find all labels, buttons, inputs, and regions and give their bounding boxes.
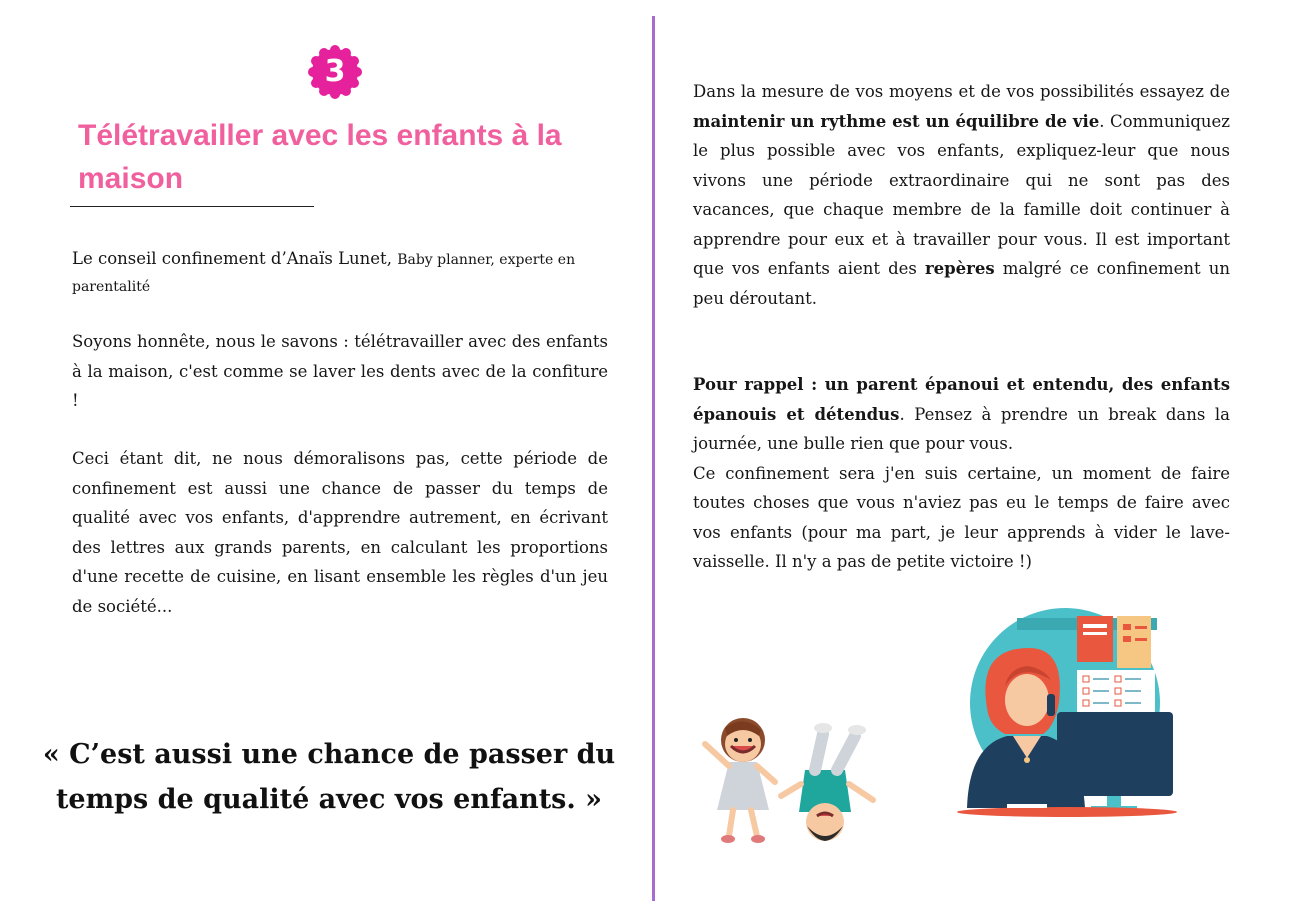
reminder-emphasis: Pour rappel : un parent épanoui et entendu, des enfants épanouis et détendus: [693, 375, 1230, 424]
pull-quote: « C’est aussi une chance de passer du temps de qualité avec vos enfants. »: [42, 739, 616, 815]
body-paragraph: Ceci étant dit, ne nous démoralisons pas, cette période de confinement est aussi une chance de passer du temps de qualité avec vos enfants, d'apprendre autrement, en écrivant des lettres aux grands parents, en calculant les proportions d'une recette de cuisine, en lisant ensemble les règles d'un jeu de société...: [72, 449, 608, 616]
illustration-woman-phone-computer-icon: [947, 608, 1187, 818]
byline-lead: Le conseil confinement d’Anaïs Lunet,: [72, 249, 398, 268]
reminder-text-c: Ce confinement sera j'en suis certaine, un moment de faire toutes choses que vous n'aviez pas eu le temps de faire avec vos enfants (pour ma part, je leur apprends à vider le lave-vaisselle. Il n'y a pas de petite victoire !): [693, 463, 1230, 571]
intro-paragraph: Soyons honnête, nous le savons : télétravailler avec des enfants à la maison, c'est comme se laver les dents avec de la confiture !: [72, 332, 608, 410]
section-title: Télétravailler avec les enfants à la maison: [78, 119, 562, 195]
reminder-paragraph: [693, 370, 1230, 577]
right-page: [657, 0, 1294, 901]
advice-text-e: malgré ce confinement un peu déroutant.: [693, 259, 1230, 308]
reminder-text-b: . Pensez à prendre un break dans la journée, une bulle rien que pour vous.: [693, 404, 1230, 453]
advice-text-a: Dans la mesure de vos moyens et de vos possibilités essayez de: [693, 82, 1230, 101]
advice-paragraph: [693, 77, 1230, 313]
badge-number: 3: [324, 54, 346, 89]
illustration-kids-playing-icon: [695, 700, 895, 850]
advice-emphasis-reperes: repères: [924, 259, 995, 278]
title-underline: [70, 206, 314, 207]
number-badge: [307, 44, 363, 100]
byline: [72, 246, 608, 300]
page-divider: [652, 16, 655, 901]
advice-text-c: . Communiquez le plus possible avec vos enfants, expliquez-leur que nous vivons une période extraordinaire qui ne sont pas des vacances, que chaque membre de la famille doit continuer à apprendre pour eux et à travailler pour vous. Il est important que vos enfants aient des: [693, 111, 1230, 278]
byline-role: Baby planner, experte en parentalité: [72, 252, 576, 295]
advice-emphasis-rhythm: maintenir un rythme est un équilibre de vie: [693, 111, 1100, 131]
